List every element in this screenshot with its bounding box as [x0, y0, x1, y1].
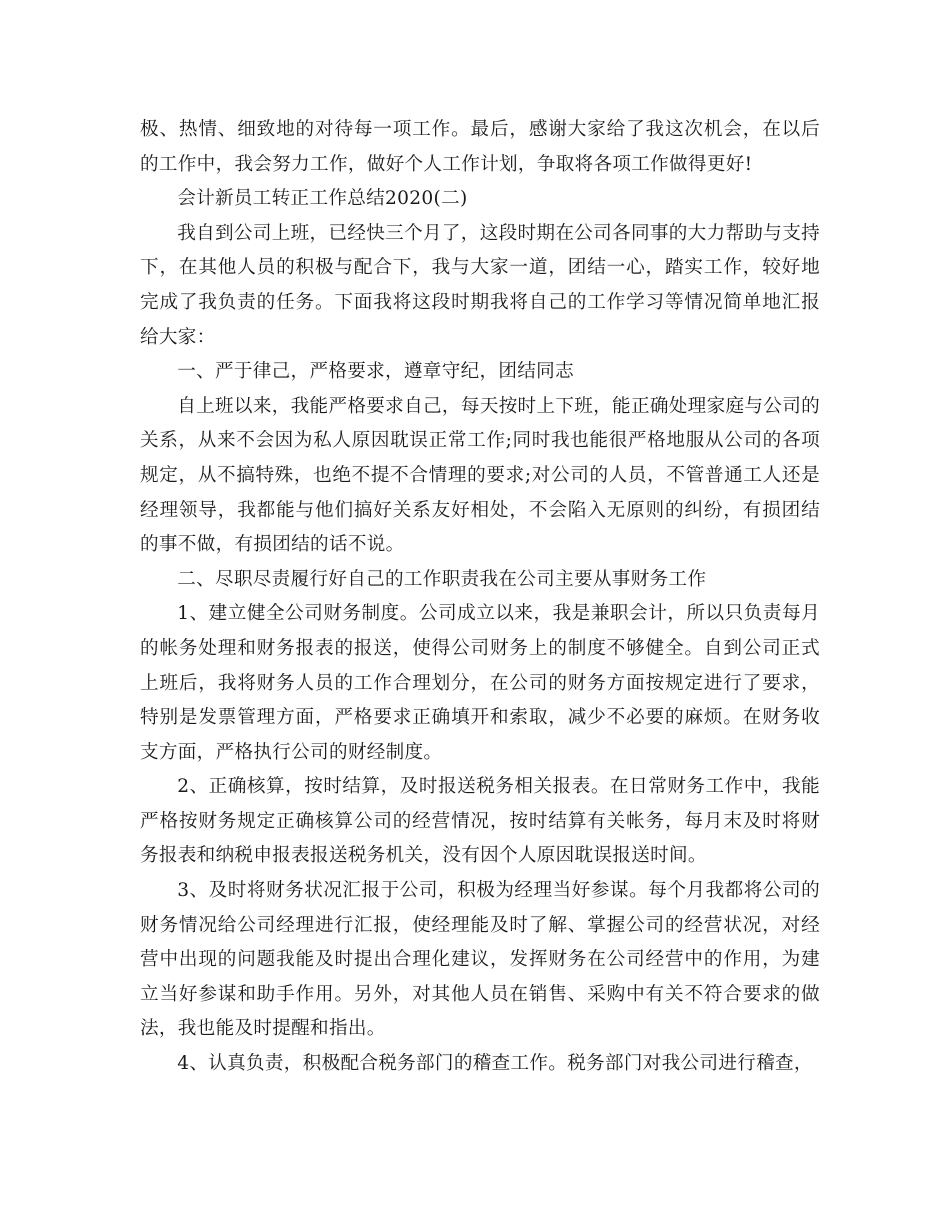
- paragraph-item-1: 1、建立健全公司财务制度。公司成立以来，我是兼职会计，所以只负责每月的帐务处理和财务报表的报送，使得公司财务上的制度不够健全。自到公司正式上班后，我将财务人员的工作合理划分，在公司的财务方面按规定进行了要求，特别是发票管理方面，严格要求正确填开和索取，减少不必要的麻烦。在财务收支方面，严格执行公司的财经制度。: [140, 603, 820, 763]
- paragraph-item-3: 3、及时将财务状况汇报于公司，积极为经理当好参谋。每个月我都将公司的财务情况给公司经理进行汇报，使经理能及时了解、掌握公司的经营状况，对经营中出现的问题我能及时提出合理化建议，发挥财务在公司经营中的作用，为建立当好参谋和助手作用。另外，对其他人员在销售、采购中有关不符合要求的做法，我也能及时提醒和指出。: [140, 880, 820, 1040]
- heading-two: 二、尽职尽责履行好自己的工作职责我在公司主要从事财务工作: [177, 568, 707, 590]
- document-body: [140, 113, 820, 1082]
- paragraph-item-2: 2、正确核算，按时结算，及时报送税务相关报表。在日常财务工作中，我能严格按财务规定正确核算公司的经营情况，按时结算有关帐务，每月末及时将财务报表和纳税申报表报送税务机关，没有因个人原因耽误报送时间。: [140, 776, 820, 867]
- paragraph-item-4: 4、认真负责，积极配合税务部门的稽查工作。税务部门对我公司进行稽查，: [177, 1053, 813, 1075]
- paragraph-continuation: 极、热情、细致地的对待每一项工作。最后，感谢大家给了我这次机会，在以后的工作中，我会努力工作，做好个人工作计划，争取将各项工作做得更好!: [140, 119, 820, 175]
- paragraph-discipline: 自上班以来，我能严格要求自己，每天按时上下班，能正确处理家庭与公司的关系，从来不会因为私人原因耽误正常工作;同时我也能很严格地服从公司的各项规定，从不搞特殊，也绝不提不合情理的要求;对公司的人员，不管普通工人还是经理领导，我都能与他们搞好关系友好相处，不会陷入无原则的纠纷，有损团结的事不做，有损团结的话不说。: [140, 395, 820, 556]
- heading-one: 一、严于律己，严格要求，遵章守纪，团结同志: [177, 361, 574, 383]
- paragraph-intro: 我自到公司上班，已经快三个月了，这段时期在公司各同事的大力帮助与支持下，在其他人员的积极与配合下，我与大家一道，团结一心，踏实工作，较好地完成了我负责的任务。下面我将这段时期我将自己的工作学习等情况简单地汇报给大家：: [140, 222, 820, 348]
- section-title: 会计新员工转正工作总结2020(二): [177, 188, 468, 210]
